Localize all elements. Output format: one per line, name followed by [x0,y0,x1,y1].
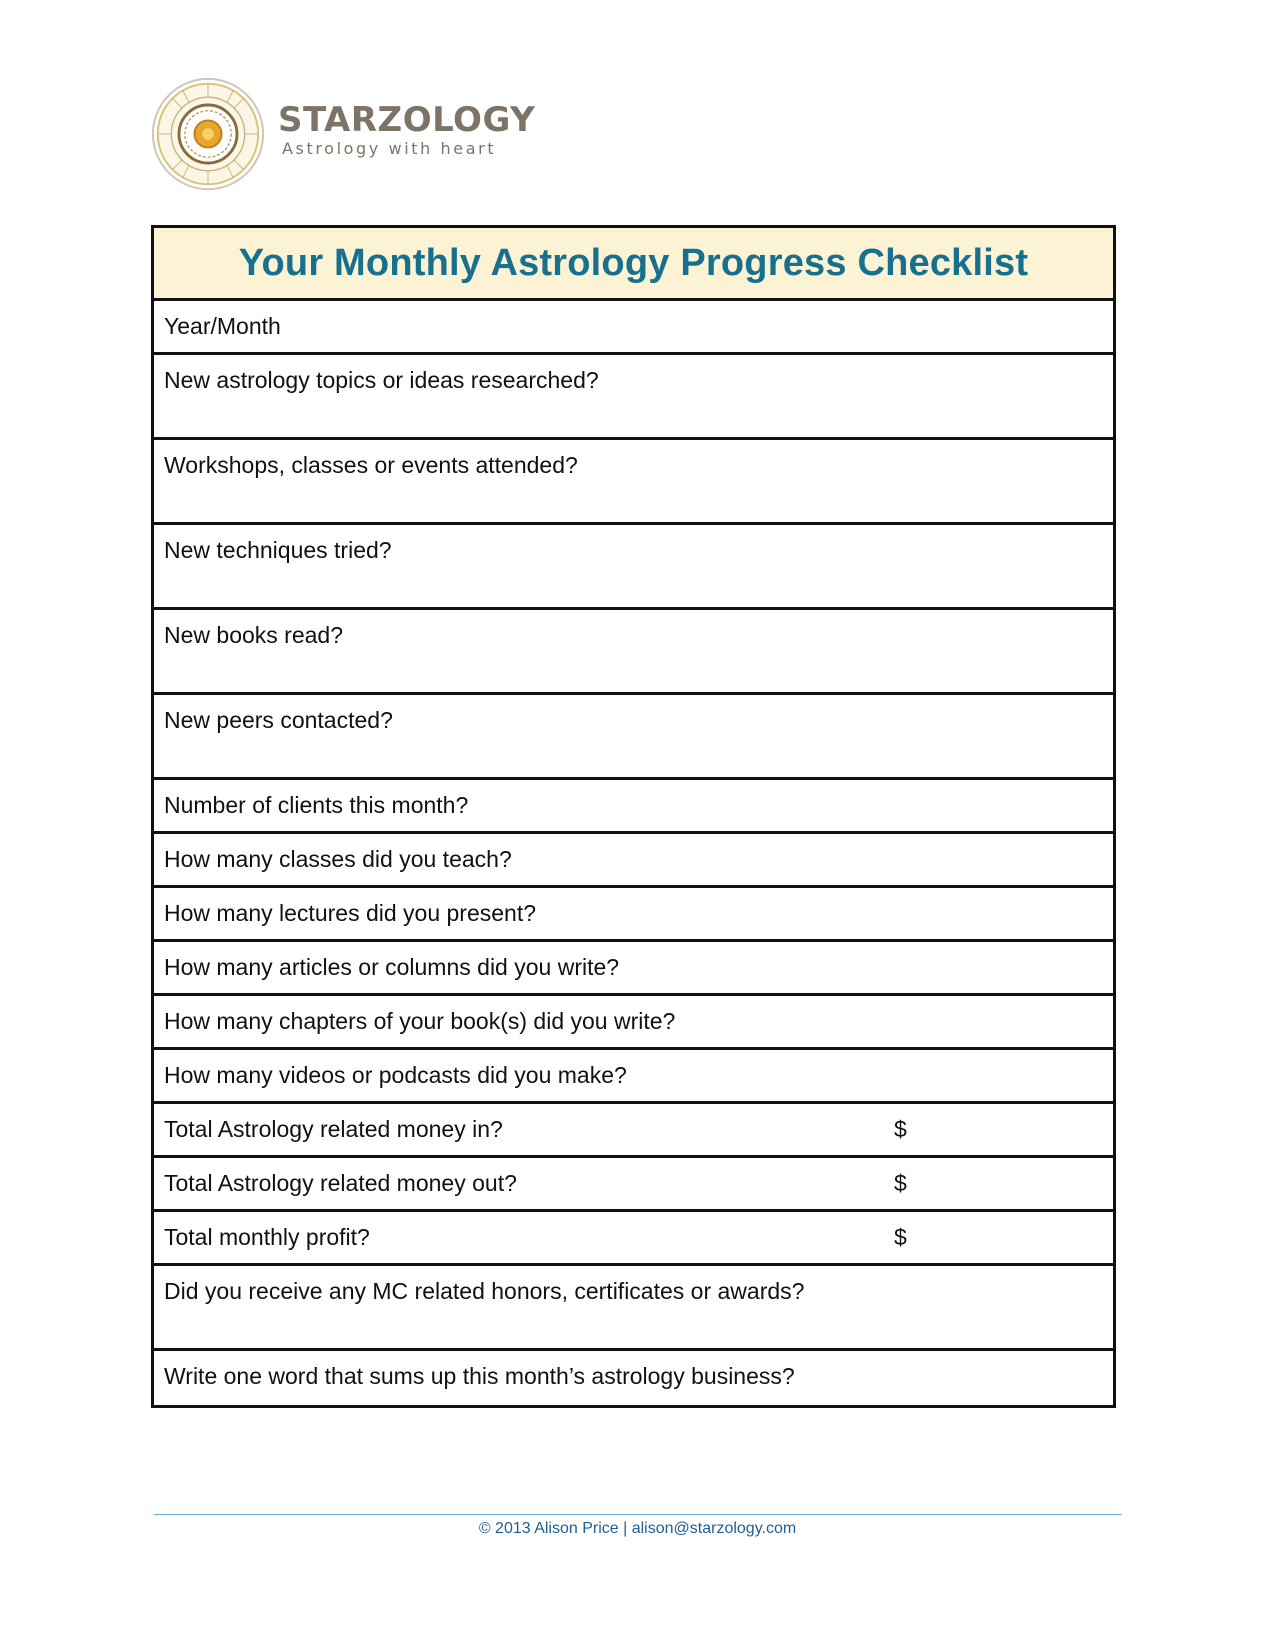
dollar-sign: $ [894,1224,907,1250]
checklist-row[interactable] [154,1158,1113,1212]
dollar-sign: $ [894,1170,907,1196]
progress-checklist [151,225,1116,1408]
row-label: New peers contacted? [164,707,393,733]
checklist-row[interactable] [154,996,1113,1050]
checklist-title: Your Monthly Astrology Progress Checklist [238,241,1029,284]
row-label: How many classes did you teach? [164,846,512,872]
checklist-row[interactable] [154,695,1113,780]
checklist-row[interactable] [154,355,1113,440]
row-label: How many lectures did you present? [164,900,537,926]
checklist-title-band [154,228,1113,301]
checklist-row[interactable] [154,888,1113,942]
row-label: Total Astrology related money out? [164,1170,517,1196]
checklist-row[interactable] [154,610,1113,695]
brand-tagline: Astrology with heart [282,139,497,158]
checklist-row[interactable] [154,1104,1113,1158]
row-label: How many chapters of your book(s) did you write? [164,1008,676,1034]
checklist-row[interactable] [154,1266,1113,1351]
row-label: New techniques tried? [164,537,392,563]
row-label: Total monthly profit? [164,1224,370,1250]
brand-name: STARZOLOGY [278,100,536,140]
row-label: Workshops, classes or events attended? [164,452,578,478]
zodiac-wheel-icon [150,76,266,192]
footer-divider [154,1514,1122,1515]
checklist-row[interactable] [154,301,1113,355]
brand-logo [150,74,535,194]
checklist-row[interactable] [154,1351,1113,1405]
row-label: Number of clients this month? [164,792,469,818]
checklist-row[interactable] [154,780,1113,834]
checklist-row[interactable] [154,440,1113,525]
footer-copyright: © 2013 Alison Price | alison@starzology.com [478,1520,797,1537]
row-label: How many articles or columns did you write? [164,954,620,980]
row-label: Did you receive any MC related honors, certificates or awards? [164,1278,805,1304]
checklist-row[interactable] [154,525,1113,610]
dollar-sign: $ [894,1116,907,1142]
row-label: Write one word that sums up this month’s astrology business? [164,1363,795,1389]
checklist-row[interactable] [154,942,1113,996]
row-label: How many videos or podcasts did you make? [164,1062,627,1088]
row-label: Year/Month [164,313,281,339]
checklist-row[interactable] [154,1050,1113,1104]
row-label: Total Astrology related money in? [164,1116,503,1142]
row-label: New astrology topics or ideas researched? [164,367,599,393]
checklist-row[interactable] [154,1212,1113,1266]
row-label: New books read? [164,622,343,648]
checklist-row[interactable] [154,834,1113,888]
